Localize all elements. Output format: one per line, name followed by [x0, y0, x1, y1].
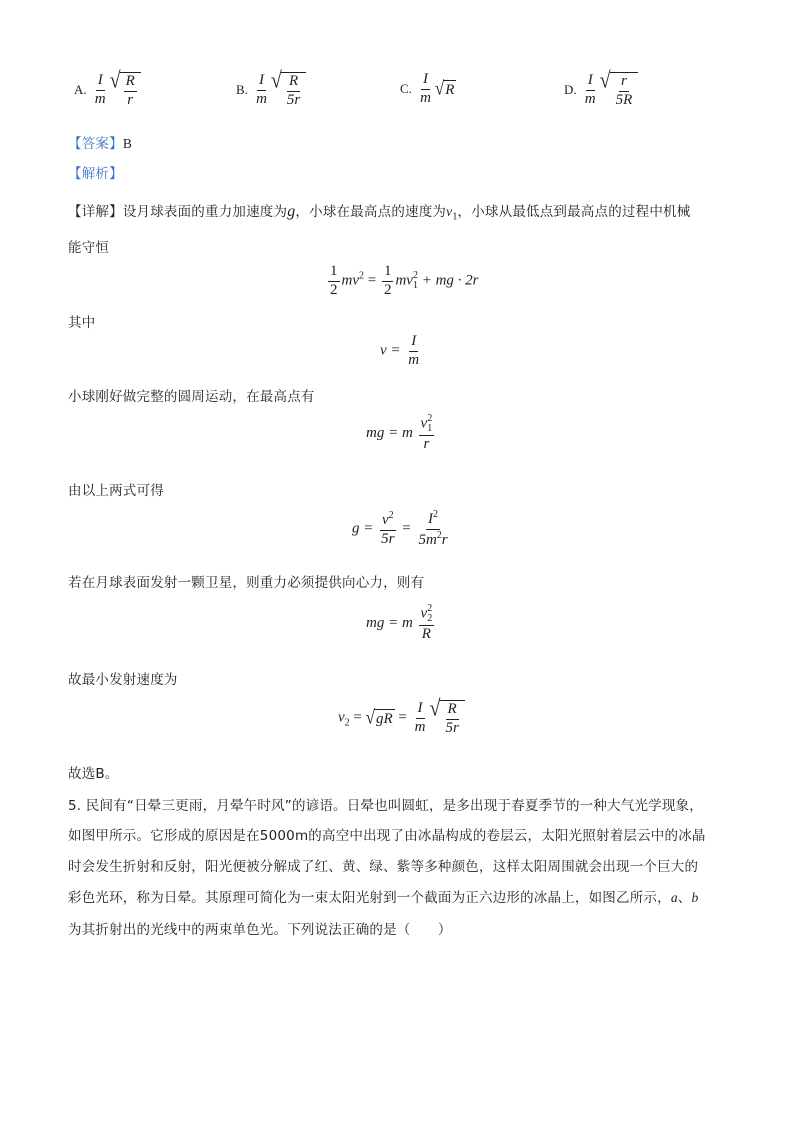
- q5-label-sep: 、: [677, 890, 692, 906]
- option-d-letter: D.: [564, 82, 577, 98]
- eq1-mv: mv: [341, 272, 359, 289]
- eq3-num-v: v: [420, 415, 428, 432]
- option-b-num: I: [257, 73, 266, 91]
- eq4-d2-exp: 2: [436, 529, 442, 541]
- option-b-den: m: [256, 90, 267, 107]
- q5-line-4-text: 彩色光环，称为日晕。其原理可简化为一束太阳光射到一个截面为正六边形的冰晶上，如图乙所示，: [68, 890, 671, 906]
- eq1-one-b: 1: [382, 264, 394, 282]
- equation-top-point: [366, 414, 436, 453]
- eq4-n1: v: [381, 512, 389, 528]
- detail-v1: v: [446, 204, 453, 219]
- equation-min-speed: $v_2$ = √ gR = $\frac{I}{m}$ √ $\frac{R}{5r}$: [338, 700, 465, 737]
- analysis-tag: 【解析】: [68, 166, 123, 182]
- eq4-equals: =: [402, 520, 411, 537]
- eq6-rad-den: 5r: [445, 719, 459, 736]
- q5-line-3: 时会发生折射和反射，阳光便被分解成了红、黄、绿、紫等多种颜色，这样太阳周围就会出现一个巨大的: [68, 859, 699, 875]
- detail-line-2: 能守恒: [68, 240, 110, 256]
- eq4-n2: I: [428, 511, 434, 527]
- option-b-rad-num: R: [287, 74, 300, 92]
- option-d-rad-den: 5R: [615, 91, 633, 108]
- detail-line-1: [68, 200, 690, 223]
- eq4-lhs: g =: [352, 520, 374, 537]
- option-a-num: I: [96, 73, 105, 91]
- circle-motion-text: 小球刚好做完整的圆周运动，在最高点有: [68, 389, 315, 405]
- q5-line-4: [68, 886, 698, 906]
- option-a-rad-num: R: [124, 74, 137, 92]
- option-d-num: I: [586, 73, 595, 91]
- option-c-num: I: [421, 72, 430, 90]
- option-c[interactable]: C. $\frac{I}{m}$ √ R: [400, 71, 455, 106]
- answer-tag: 【答案】: [68, 136, 123, 152]
- eq5-num-exp: 2: [427, 603, 433, 614]
- q5-line-5: 为其折射出的光线中的两束单色光。下列说法正确的是（ ）: [68, 922, 452, 938]
- option-c-rad: R: [445, 81, 455, 98]
- option-a-letter: A.: [74, 82, 87, 98]
- option-b-letter: B.: [236, 82, 248, 98]
- detail-text-2: ，小球在最高点的速度为: [295, 204, 447, 220]
- q5-label-a: a: [670, 890, 678, 905]
- q5-line-2: 如图甲所示。它形成的原因是在5000m的高空中出现了由冰晶构成的卷层云，太阳光照射着层云中的冰晶: [68, 828, 706, 844]
- eq1-equals: =: [367, 272, 377, 289]
- equation-gravity: [352, 510, 452, 549]
- satellite-text: 若在月球表面发射一颗卫星，则重力必须提供向心力，则有: [68, 575, 425, 591]
- combine-text: 由以上两式可得: [68, 483, 164, 499]
- option-b-rad-den: 5r: [286, 91, 301, 108]
- equation-velocity: [380, 334, 423, 369]
- equation-energy: [326, 264, 479, 299]
- eq6-v: v: [338, 709, 345, 726]
- eq5-den: R: [421, 626, 431, 642]
- eq6-num: I: [416, 701, 425, 719]
- detail-g: g: [287, 203, 296, 220]
- eq6-den: m: [414, 718, 426, 735]
- equation-satellite: [366, 604, 436, 643]
- eq5-lhs: mg = m: [366, 614, 413, 631]
- detail-text-3: ，小球从最低点到最高点的过程中机械: [457, 204, 691, 220]
- eq1-mv1: mv: [395, 272, 413, 289]
- eq3-num-exp: 2: [427, 413, 433, 424]
- eq4-d2b: r: [441, 531, 448, 548]
- answer-line: [68, 132, 132, 152]
- eq4-n1-exp: 2: [388, 510, 394, 521]
- eq3-den: r: [423, 436, 430, 452]
- option-c-letter: C.: [400, 81, 412, 97]
- eq6-rad-num: R: [446, 702, 459, 720]
- detail-v1-sub: 1: [452, 211, 458, 223]
- eq4-d2a: 5m: [418, 531, 437, 548]
- eq1-exp1: 2: [412, 270, 418, 282]
- eq1-exp: 2: [359, 270, 364, 282]
- eq3-num-sub: 1: [427, 423, 433, 434]
- option-a-den: m: [94, 90, 106, 107]
- eq2-den: m: [408, 351, 420, 368]
- eq3-lhs: mg = m: [366, 424, 413, 441]
- eq4-d1: 5r: [381, 530, 395, 547]
- option-d[interactable]: D. $\frac{I}{m}$ √ $\frac{r}{5R}$: [564, 72, 638, 109]
- eq5-num-v: v: [420, 605, 428, 622]
- eq1-plus-term: + mg · 2r: [421, 272, 479, 289]
- option-a[interactable]: A. $\frac{I}{m}$ √ $\frac{R}{r}$: [74, 72, 141, 109]
- eq1-two-b: 2: [383, 281, 392, 298]
- eq1-sub1: 1: [412, 280, 418, 292]
- eq5-num-sub: 2: [427, 613, 433, 624]
- eq2-lhs: v =: [380, 342, 401, 359]
- option-d-rad-num: r: [619, 74, 629, 92]
- detail-tag: 【详解】: [68, 204, 123, 220]
- option-d-den: m: [584, 90, 596, 107]
- eq1-one-a: 1: [328, 264, 340, 282]
- min-speed-text: 故最小发射速度为: [68, 672, 178, 688]
- eq4-n2-exp: 2: [433, 509, 439, 520]
- choose-text: 故选B。: [68, 766, 119, 782]
- eq6-v-sub: 2: [344, 717, 350, 729]
- qizhong-text: 其中: [68, 315, 96, 331]
- option-a-rad-den: r: [127, 91, 134, 108]
- eq6-equals-1: =: [353, 709, 362, 726]
- detail-text-1: 设月球表面的重力加速度为: [122, 204, 288, 220]
- q5-line-1: 5. 民间有“日晕三更雨，月晕午时风”的谚语。日晕也叫圆虹，是多出现于春夏季节的一种大气光学现象，: [68, 798, 703, 814]
- eq6-equals-2: =: [398, 709, 407, 726]
- eq1-two-a: 2: [330, 281, 338, 298]
- eq2-num: I: [409, 334, 418, 352]
- option-c-den: m: [420, 89, 431, 106]
- answer-value: B: [122, 136, 133, 151]
- q5-label-b: b: [691, 890, 699, 905]
- eq6-rad-gr: gR: [375, 710, 393, 727]
- option-b[interactable]: B. $\frac{I}{m}$ √ $\frac{R}{5r}$: [236, 72, 306, 109]
